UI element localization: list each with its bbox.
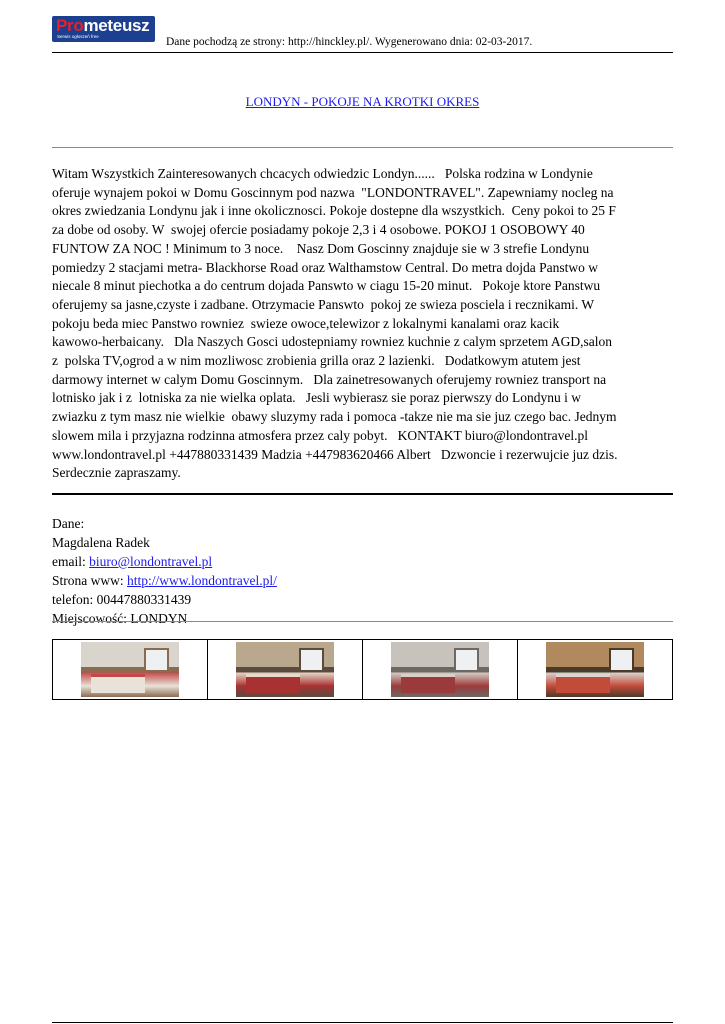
contact-name: Magdalena Radek bbox=[52, 535, 150, 550]
photo-cell bbox=[208, 640, 363, 699]
description-line: niecale 8 minut piechotka a do centrum dojada Panswto w ciagu 15-20 minut. Pokoje ktore Panstwu bbox=[52, 278, 601, 294]
window-shape bbox=[144, 648, 170, 673]
logo-wordmark-part-a: Pro bbox=[56, 16, 84, 35]
description-line: slowem mila i przyjazna rodzinna atmosfera przez caly pobyt. KONTAKT biuro@londontravel.pl bbox=[52, 427, 588, 443]
divider-top bbox=[52, 147, 673, 148]
bed-shape bbox=[556, 674, 610, 692]
description-line: www.londontravel.pl +447880331439 Madzia +447983620466 Albert Dzwoncie i rezerwujcie juz dzis. bbox=[52, 446, 618, 462]
bed-shape bbox=[91, 674, 145, 692]
website-link[interactable]: http://www.londontravel.pl/ bbox=[127, 573, 277, 588]
bedroom-photo-4[interactable] bbox=[546, 642, 644, 697]
description-line: zwiazku z tym masz nie wielkie obawy sluzymy rada i pomoca -takze nie ma sie juz czego bac. Jednym bbox=[52, 409, 617, 425]
description-line: kawowo-herbaicany. Dla Naszych Gosci udostepniamy rowniez kuchnie z calym sprzetem AGD,salon bbox=[52, 334, 612, 350]
description-line: Serdecznie zapraszamy. bbox=[52, 465, 181, 481]
bed-shape bbox=[401, 674, 455, 692]
contact-city: Miejscowość: LONDYN bbox=[52, 611, 188, 626]
photo-cell bbox=[53, 640, 208, 699]
contact-heading: Dane: bbox=[52, 516, 85, 531]
divider-middle bbox=[52, 493, 673, 495]
photo-cell bbox=[518, 640, 672, 699]
description-line: Witam Wszystkich Zainteresowanych chcacych odwiedzic Londyn...... Polska rodzina w Londynie bbox=[52, 166, 593, 181]
description-line: oferuje wynajem pokoi w Domu Goscinnym pod nazwa "LONDONTRAVEL". Zapewniamy nocleg na bbox=[52, 184, 614, 200]
description-line: za dobe od osoby. W swojej ofercie posiadamy pokoje 2,3 i 4 osobowe. POKOJ 1 OSOBOWY 40 bbox=[52, 222, 585, 238]
description-line: z polska TV,ogrod a w nim mozliwosc zrobienia grilla oraz 2 lazienki. Dodatkowym atutem jest bbox=[52, 353, 581, 369]
page-header bbox=[52, 16, 673, 53]
description-line: oferujemy sa jasne,czyste i zadbane. Otrzymacie Panswto pokoj ze swieza posciela i recznikami. W bbox=[52, 296, 595, 312]
prometeusz-logo bbox=[52, 16, 155, 42]
window-shape bbox=[299, 648, 325, 673]
photo-cell bbox=[363, 640, 518, 699]
footer-rule bbox=[52, 1022, 673, 1023]
description-line: darmowy internet w calym Domu Goscinnym. Dla zainetresowanych oferujemy rowniez transport na bbox=[52, 371, 607, 387]
logo-tagline: Serwis ogłoszeń free bbox=[57, 34, 99, 39]
description-line: FUNTOW ZA NOC ! Minimum to 3 noce. Nasz Dom Goscinny znajduje sie w 3 strefie Londynu bbox=[52, 240, 590, 256]
window-shape bbox=[454, 648, 480, 673]
source-note: Dane pochodzą ze strony: http://hinckley.pl/. Wygenerowano dnia: 02-03-2017. bbox=[166, 36, 533, 48]
divider-bottom bbox=[52, 621, 673, 622]
listing-title[interactable]: LONDYN - POKOJE NA KROTKI OKRES bbox=[245, 94, 480, 109]
description-line: pokoju beda miec Panstwo rowniez swieze owoce,telewizor z lokalnymi kanalami oraz kacik bbox=[52, 315, 560, 331]
contact-phone: telefon: 00447880331439 bbox=[52, 592, 192, 607]
description-line: pomiedzy 2 stacjami metra- Blackhorse Road oraz Walthamstow Central. Do metra dojda Panstwo w bbox=[52, 259, 599, 275]
bedroom-photo-3[interactable] bbox=[391, 642, 489, 697]
description-line: lotnisko jak i z lotniska za nie wielka oplata. Jesli wybierasz sie poraz pierwszy do Londynu i w bbox=[52, 390, 581, 406]
www-label: Strona www: bbox=[52, 573, 127, 588]
bedroom-photo-1[interactable] bbox=[81, 642, 179, 697]
listing-description bbox=[52, 165, 673, 483]
bedroom-photo-2[interactable] bbox=[236, 642, 334, 697]
description-line: okres zwiedzania Londynu jak i inne okolicznosci. Pokoje dostepne dla wszystkich. Ceny pokoi to 25 F bbox=[52, 203, 616, 219]
logo-wordmark-part-b: meteusz bbox=[83, 16, 150, 35]
contact-email-row bbox=[52, 552, 277, 571]
photo-gallery bbox=[52, 639, 673, 700]
window-shape bbox=[609, 648, 635, 673]
bed-shape bbox=[246, 674, 300, 692]
contact-www-row bbox=[52, 571, 277, 590]
contact-details bbox=[52, 514, 277, 628]
email-label: email: bbox=[52, 554, 90, 569]
logo-wordmark bbox=[56, 16, 149, 35]
email-link[interactable]: biuro@londontravel.pl bbox=[89, 554, 213, 569]
